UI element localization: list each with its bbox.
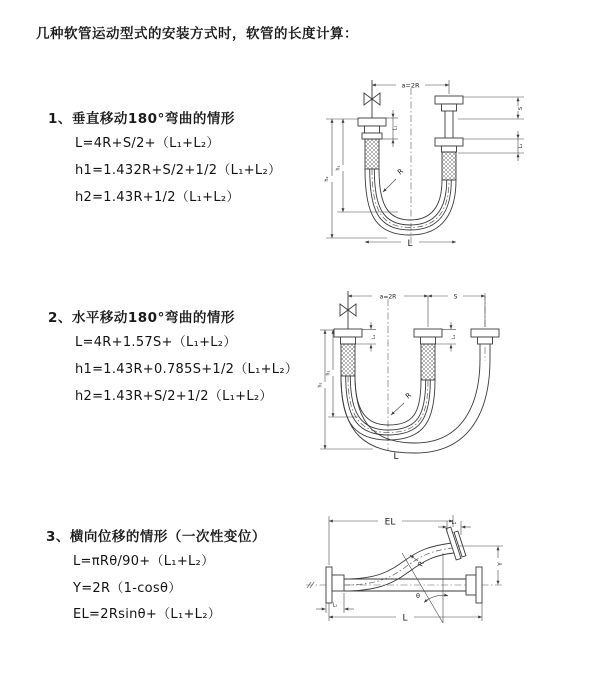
- u-bend-hose-displaced: [341, 359, 490, 453]
- dim-label-span: a=2R: [401, 81, 420, 90]
- dim-label-l1-mid: L₁: [452, 334, 457, 340]
- left-flange: [326, 567, 344, 603]
- braided-hose-left: [365, 139, 379, 169]
- dim-label-l1-left: L₁: [392, 125, 399, 131]
- section1-heading: 1、垂直移动180°弯曲的情形: [48, 111, 235, 127]
- braided-hose-right: [442, 152, 456, 180]
- left-pipe-fitting: [334, 329, 362, 376]
- dim-label-radius: R: [416, 560, 426, 568]
- radius-leader: [410, 555, 418, 561]
- dim-label-radius: R: [404, 391, 414, 401]
- page-title: 几种软管运动型式的安装方式时，软管的长度计算：: [36, 26, 358, 42]
- dim-label-span: a=2R: [379, 293, 397, 301]
- valve-icon: [340, 291, 356, 329]
- dim-label-length: L: [393, 452, 399, 462]
- diagram-lateral-displacement: [298, 503, 600, 655]
- dim-label-shift: S: [453, 293, 458, 301]
- section3-formula-EL: EL=2Rsinθ+（L₁+L₂）: [73, 607, 222, 622]
- section2-formula-L: L=4R+1.57S+（L₁+L₂）: [75, 335, 237, 350]
- dim-label-h-outer: h₂: [317, 382, 324, 388]
- dim-label-l1-right: L₁: [518, 143, 524, 149]
- dim-label-el: EL: [384, 517, 396, 528]
- section2-formula-h2: h2=1.43R+S/2+1/2（L₁+L₂）: [75, 389, 273, 404]
- dim-label-l1-left: L₁: [332, 602, 338, 609]
- valve-icon: [364, 80, 380, 118]
- section1-formula-h2: h2=1.43R+1/2（L₁+L₂）: [75, 190, 240, 205]
- dim-label-l1-top: L₁: [451, 520, 457, 526]
- dim-label-h-inner: h₁: [325, 370, 332, 376]
- section1-formula-h1: h1=1.432R+S/2+1/2（L₁+L₂）: [75, 163, 282, 178]
- braided-hose-mid: [421, 344, 435, 380]
- section2-heading: 2、水平移动180°弯曲的情形: [48, 310, 235, 326]
- right-pipe-fitting: [435, 96, 463, 180]
- section3-formula-L: L=πRθ/90+（L₁+L₂）: [73, 554, 215, 569]
- dim-label-length: L: [407, 239, 413, 249]
- dim-label-s-offset: S: [518, 106, 524, 111]
- radius-leader: [383, 179, 396, 192]
- section3-formula-Y: Y=2R（1-cosθ）: [73, 581, 182, 596]
- section2-formula-h1: h1=1.43R+0.785S+1/2（L₁+L₂）: [75, 362, 299, 377]
- dim-label-angle: θ: [416, 592, 420, 600]
- section1-formula-L: L=4R+S/2+（L₁+L₂）: [75, 136, 220, 151]
- dim-label-length: L: [402, 613, 408, 624]
- diagram-vertical-180: [312, 72, 558, 254]
- section3-heading: 3、横向位移的情形（一次性变位）: [46, 529, 266, 545]
- shifted-pipe-fitting: [471, 329, 499, 359]
- dim-label-rise: Y: [497, 562, 504, 566]
- dim-label-h-inner: h₁: [335, 165, 342, 171]
- s-curve-hose: [344, 543, 454, 591]
- braided-hose-left: [341, 344, 355, 376]
- left-pipe-fitting: [358, 118, 386, 169]
- mid-pipe-fitting: [414, 329, 442, 380]
- diagram-horizontal-180: [318, 283, 564, 461]
- radius-leader: [391, 403, 404, 415]
- dim-label-radius: R: [396, 167, 406, 177]
- dim-label-l1-left: L₁: [372, 334, 377, 340]
- dim-label-h-outer: h₂: [324, 176, 330, 182]
